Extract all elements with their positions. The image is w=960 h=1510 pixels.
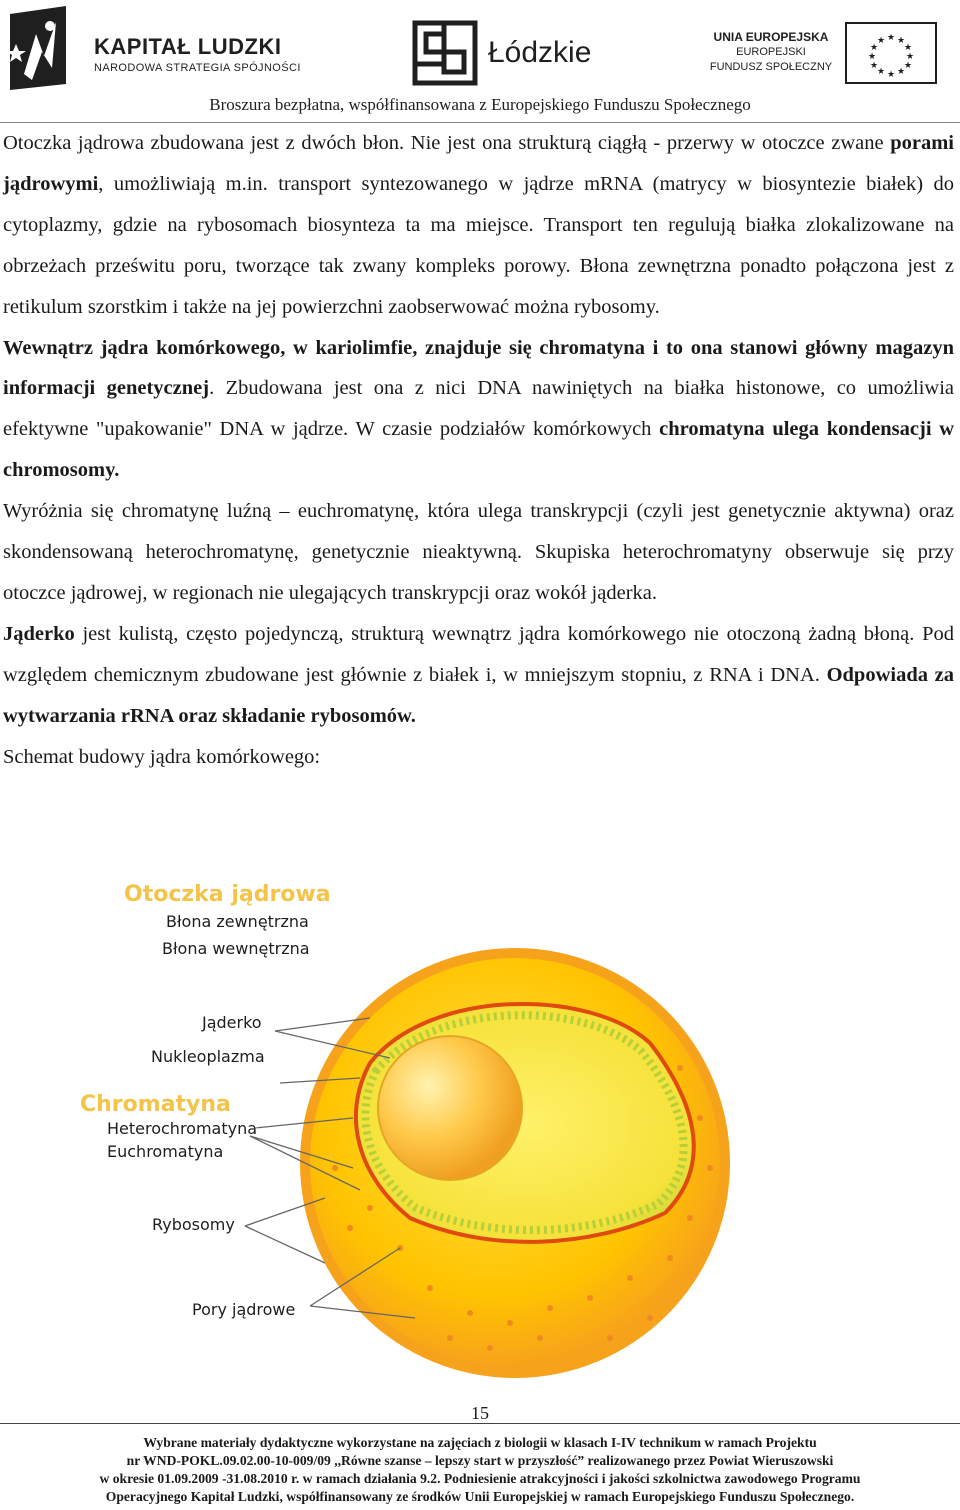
- label-outer-membrane: Błona zewnętrzna: [166, 912, 309, 931]
- label-nucleolus: Jąderko: [202, 1013, 262, 1032]
- text-span: Otoczka jądrowa zbudowana jest z dwóch błon. Nie jest ona strukturą ciągłą - przerwy w otoczce zwane: [3, 132, 891, 154]
- nucleolus-shape: [378, 1036, 522, 1180]
- svg-text:★: ★: [886, 70, 896, 80]
- eu-text-block: [705, 30, 837, 75]
- label-nuclear-pores: Pory jądrowe: [192, 1300, 296, 1319]
- text-span: , umożliwiają m.in. transport syntezowanego w jądrze mRNA (matrycy w biosyntezie białek) do cytoplazmy, gdzie na rybosomach biosynteza ta ma miejsce. Transport ten regulują białka zlokalizowane na obrzeżach prześwitu poru, tworzące tak zwany kompleks porowy. Błona zewnętrzna ponadto połączona jest z retikulum szorstkim i także na jej powierzchni zaobserwować można rybosomy.: [3, 172, 954, 318]
- label-ribosomes: Rybosomy: [152, 1215, 235, 1234]
- svg-text:★: ★: [905, 52, 915, 62]
- kapital-ludzki-subtitle: NARODOWA STRATEGIA SPÓJNOŚCI: [94, 62, 301, 74]
- eu-line-1: UNIA EUROPEJSKA: [713, 30, 829, 44]
- kapital-ludzki-logo: [6, 4, 306, 94]
- svg-text:★: ★: [903, 61, 913, 71]
- label-nucleoplasm: Nukleoplazma: [151, 1047, 265, 1066]
- eu-line-2: EUROPEJSKI: [736, 46, 806, 58]
- footer-divider: [0, 1423, 960, 1424]
- svg-text:★: ★: [896, 36, 906, 46]
- svg-text:★: ★: [886, 33, 896, 43]
- bold-term-nucleolus: Jąderko: [3, 622, 75, 645]
- eu-logo: [705, 22, 945, 86]
- kapital-ludzki-emblem-icon: [6, 4, 74, 94]
- svg-text:★: ★: [867, 52, 877, 62]
- label-inner-membrane: Błona wewnętrzna: [162, 939, 310, 958]
- svg-text:★: ★: [876, 36, 886, 46]
- eu-flag-icon: [845, 22, 937, 84]
- svg-text:★: ★: [876, 67, 886, 77]
- kapital-ludzki-title: KAPITAŁ LUDZKI: [94, 34, 282, 59]
- text-span: . Zbudowana jest ona z nici DNA nawiniętych na białka histonowe, co umożliwia efektywne "upakowanie" DNA w jądrze. W czasie podziałów komórkowych: [3, 377, 955, 441]
- bold-sentence-condensation: chromatyna ulega kondensacji w chromosomy.: [3, 418, 954, 482]
- lodzkie-name: Łódzkie: [488, 36, 592, 69]
- svg-text:★: ★: [903, 43, 913, 53]
- footer-line-1: Wybrane materiały dydaktyczne wykorzystane na zajęciach z biologii w klasach I-IV technikum w ramach Projektu: [143, 1435, 817, 1450]
- nucleus-diagram: [70, 868, 770, 1388]
- lodzkie-mark-icon: [412, 20, 478, 86]
- page-number: 15: [471, 1403, 489, 1423]
- paragraph-eu-heterochromatin: Wyróżnia się chromatynę luźną – euchromatynę, która ulega transkrypcji (czyli jest genetycznie aktywna) oraz skondensowaną heterochromatynę, genetycznie nieaktywną. Skupiska heterochromatyny obserwuje się przy otoczce jądrowej, w regionach nie ulegających transkrypcji oraz wokół jąderka.: [3, 500, 954, 604]
- text-span: jest kulistą, często pojedynczą, strukturą wewnątrz jądra komórkowego nie otoczoną żadną błoną. Pod względem chemicznym zbudowane jest głównie z białek i, w mniejszym stopniu, z RNA i DNA.: [3, 622, 954, 686]
- document-body: [3, 123, 954, 778]
- paragraph-nuclear-envelope: [3, 123, 954, 328]
- label-chromatin: Chromatyna: [80, 1092, 231, 1117]
- label-heterochromatin: Heterochromatyna: [107, 1119, 258, 1138]
- footer-line-2: nr WND-POKL.09.02.00-10-009/09 ,,Równe szanse – lepszy start w przyszłość” realizowanego przez Powiat Wieruszowski: [126, 1453, 834, 1468]
- lodzkie-logo: [412, 20, 622, 86]
- paragraph-chromatin: [3, 328, 954, 492]
- header-tagline: Broszura bezpłatna, współfinansowana z Europejskiego Funduszu Społecznego: [209, 95, 751, 114]
- bold-sentence-rrna: Odpowiada za wytwarzania rRNA oraz składanie rybosomów.: [3, 663, 954, 727]
- svg-text:★: ★: [896, 67, 906, 77]
- label-nuclear-envelope: Otoczka jądrowa: [124, 882, 331, 907]
- svg-text:★: ★: [869, 61, 879, 71]
- page-header: [0, 0, 960, 125]
- label-euchromatin: Euchromatyna: [107, 1142, 224, 1161]
- svg-text:★: ★: [869, 43, 879, 53]
- diagram-caption: Schemat budowy jądra komórkowego:: [3, 745, 321, 768]
- footer-line-4: Operacyjnego Kapitał Ludzki, współfinansowany ze środków Unii Europejskiej w ramach Europejskiego Funduszu Społecznego.: [105, 1489, 855, 1504]
- footer-line-3: w okresie 01.09.2009 -31.08.2010 r. w ramach działania 9.2. Podniesienie atrakcyjności i jakości szkolnictwa zawodowego Programu: [99, 1471, 861, 1486]
- page-footer: [0, 1434, 960, 1506]
- eu-line-3: FUNDUSZ SPOŁECZNY: [709, 61, 833, 73]
- paragraph-nucleolus: [3, 614, 954, 737]
- bold-sentence-chromatin: Wewnątrz jądra komórkowego, w kariolimfie, znajduje się chromatyna i to ona stanowi główny magazyn informacji genetycznej: [3, 336, 954, 400]
- bold-term-nuclear-pores: porami jądrowymi: [3, 132, 954, 195]
